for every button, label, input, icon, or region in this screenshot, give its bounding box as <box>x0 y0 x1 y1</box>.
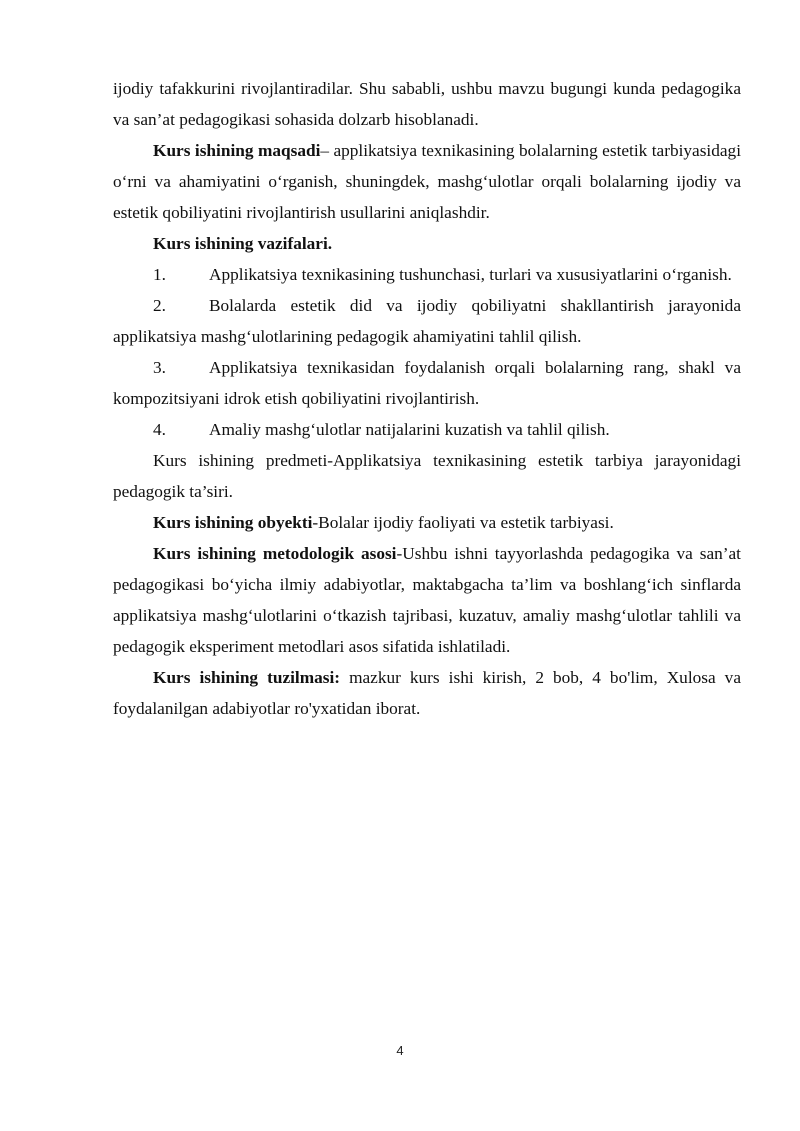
object-text: -Bolalar ijodiy faoliyati va estetik tarbiyasi. <box>312 513 614 532</box>
task-number: 4. <box>153 420 166 439</box>
task-item <box>113 259 741 290</box>
structure-text: mazkur kurs ishi kirish, 2 bob, 4 bo'lim, Xulosa va foydalanilgan adabiyotlar ro'yxatidan iborat. <box>113 668 741 718</box>
tasks-heading: Kurs ishining vazifalari. <box>153 234 333 253</box>
task-number: 3. <box>153 358 166 377</box>
task-item <box>113 352 741 414</box>
paragraph-methodology <box>113 538 741 662</box>
methodology-heading: Kurs ishining metodologik asosi <box>153 544 397 563</box>
paragraph-subject <box>113 445 741 507</box>
document-body <box>113 73 741 724</box>
task-item <box>113 290 741 352</box>
paragraph-text: ijodiy tafakkurini rivojlantiradilar. Shu sababli, ushbu mavzu bugungi kunda pedagogika va san’at pedagogikasi sohasida dolzarb hisoblanadi. <box>113 79 741 129</box>
task-text: Applikatsiya texnikasining tushunchasi, turlari va xususiyatlarini o‘rganish. <box>209 265 732 284</box>
object-heading: Kurs ishining obyekti <box>153 513 313 532</box>
methodology-text: -Ushbu ishni tayyorlashda pedagogika va san’at pedagogikasi bo‘yicha ilmiy adabiyotlar, maktabgacha ta’lim va boshlang‘ich sinflarda applikatsiya mashg‘ulotlarini o‘tkazish tajribasi, kuzatuv, amaliy mashg‘ulotlar tahlili va pedagogik eksperiment metodlari asos sifatida ishlatiladi. <box>113 544 741 656</box>
task-item <box>113 414 741 445</box>
goal-text: – applikatsiya texnikasining bolalarning estetik tarbiyasidagi o‘rni va ahamiyatini o‘rganish, shuningdek, mashg‘ulotlar orqali bolalarning ijodiy va estetik qobiliyatini rivojlantirish usullarini aniqlashdir. <box>113 141 741 222</box>
paragraph-structure <box>113 662 741 724</box>
paragraph-goal <box>113 135 741 228</box>
task-number: 1. <box>153 265 166 284</box>
task-text: Amaliy mashg‘ulotlar natijalarini kuzatish va tahlil qilish. <box>209 420 610 439</box>
goal-heading: Kurs ishining maqsadi <box>153 141 321 160</box>
task-text: Bolalarda estetik did va ijodiy qobiliyatni shakllantirish jarayonida applikatsiya mashg‘ulotlarining pedagogik ahamiyatini tahlil qilish. <box>113 296 741 346</box>
subject-text: Kurs ishining predmeti-Applikatsiya texnikasining estetik tarbiya jarayonidagi pedagogik ta’siri. <box>113 451 741 501</box>
task-text: Applikatsiya texnikasidan foydalanish orqali bolalarning rang, shakl va kompozitsiyani idrok etish qobiliyatini rivojlantirish. <box>113 358 741 408</box>
structure-heading: Kurs ishining tuzilmasi: <box>153 668 341 687</box>
task-number: 2. <box>153 296 166 315</box>
page-number: 4 <box>396 1043 404 1058</box>
paragraph-object <box>113 507 741 538</box>
paragraph-intro-continuation <box>113 73 741 135</box>
paragraph-tasks-heading <box>113 228 741 259</box>
